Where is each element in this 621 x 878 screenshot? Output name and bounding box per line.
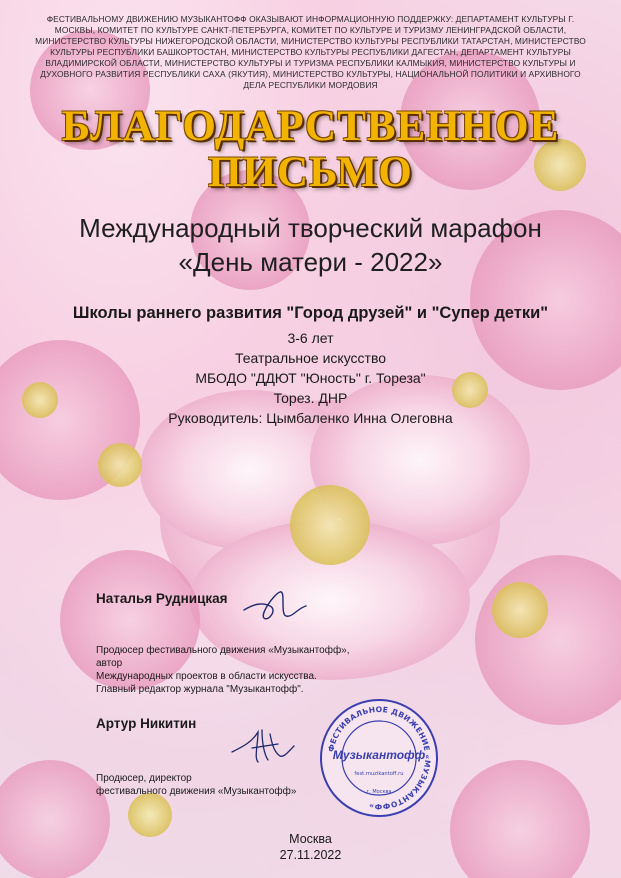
signatory-1-name: Наталья Рудницкая — [96, 591, 228, 606]
event-name-line-2: «День матери - 2022» — [178, 247, 443, 277]
signature-1 — [240, 588, 310, 628]
signature-2 — [228, 722, 298, 768]
stamp-center-text: Музыкантофф — [332, 748, 426, 762]
title-line-1: БЛАГОДАРСТВЕННОЕ — [61, 103, 560, 150]
signatory-1-desc-line-1: Продюсер фестивального движения «Музыкантофф», автор — [96, 645, 350, 669]
stamp-city: г. Москва — [366, 789, 392, 795]
stamp-ring-text: ФЕСТИВАЛЬНОЕ ДВИЖЕНИЕ «МУЗЫКАНТОФФ» — [326, 704, 433, 812]
signatory-2-desc-line-1: Продюсер, директор — [96, 773, 192, 784]
support-text: ФЕСТИВАЛЬНОМУ ДВИЖЕНИЮ МУЗЫКАНТОФФ ОКАЗЫВАЮТ ИНФОРМАЦИОННУЮ ПОДДЕРЖКУ: ДЕПАРТАМЕНТ КУЛЬТУРЫ Г. МОСКВЫ, КОМИТЕТ ПО КУЛЬТУРЕ САНКТ-ПЕТЕРБУРГА, КОМИТЕТ ПО КУЛЬТУРЕ И ТУРИЗМУ ЛЕНИНГРАДСКОЙ ОБЛАСТИ, МИНИСТЕРСТВО КУЛЬТУРЫ НИЖЕГОРОДСКОЙ ОБЛАСТИ, МИНИСТЕРСТВО КУЛЬТУРЫ РЕСПУБЛИКИ ТАТАРСТАН, МИНИСТЕРСТВО КУЛЬТУРЫ РЕСПУБЛИКИ БАШКОРТОСТАН, МИНИСТЕРСТВО КУЛЬТУРЫ РЕСПУБЛИКИ ДАГЕСТАН, ДЕПАРТАМЕНТ КУЛЬТУРЫ ВЛАДИМИРСКОЙ ОБЛАСТИ, МИНИСТЕРСТВО КУЛЬТУРЫ И ТУРИЗМА РЕСПУБЛИКИ КАЛМЫКИЯ, МИНИСТЕРСТВО КУЛЬТУРЫ И ДУХОВНОГО РАЗВИТИЯ РЕСПУБЛИКИ САХА (ЯКУТИЯ), МИНИСТЕРСТВО КУЛЬТУРЫ, НАЦИОНАЛЬНОЙ ПОЛИТИКИ И АРХИВНОГО ДЕЛА РЕСПУБЛИКИ МОРДОВИЯ — [35, 14, 586, 90]
issue-date: 27.11.2022 — [279, 848, 342, 862]
nomination: Театральное искусство — [234, 350, 387, 366]
organization: МБОДО "ДДЮТ "Юность" г. Тореза" — [195, 370, 426, 386]
footer-city: Москва — [289, 832, 332, 846]
signatory-2-description — [96, 772, 326, 798]
signatory-1-desc-line-3: Главный редактор журнала "Музыкантофф". — [96, 684, 304, 695]
signatory-1-desc-line-2: Международных проектов в области искусства. — [96, 671, 317, 682]
event-name-line-1: Международный творческий марафон — [79, 213, 542, 243]
signatory-2-name: Артур Никитин — [96, 716, 197, 731]
title-line-2: ПИСЬМО — [208, 149, 413, 196]
participant-city: Торез. ДНР — [273, 390, 348, 406]
participant-name: Школы раннего развития "Город друзей" и "Супер детки" — [72, 304, 549, 322]
signatory-2-desc-line-2: фестивального движения «Музыкантофф» — [96, 786, 297, 797]
age-group: 3-6 лет — [287, 330, 334, 346]
musicantoff-stamp — [318, 697, 440, 819]
leader: Руководитель: Цымбаленко Инна Олеговна — [168, 410, 453, 426]
stamp-site: fest.muzikantoff.ru — [354, 771, 404, 777]
signatory-1-description — [96, 644, 356, 696]
